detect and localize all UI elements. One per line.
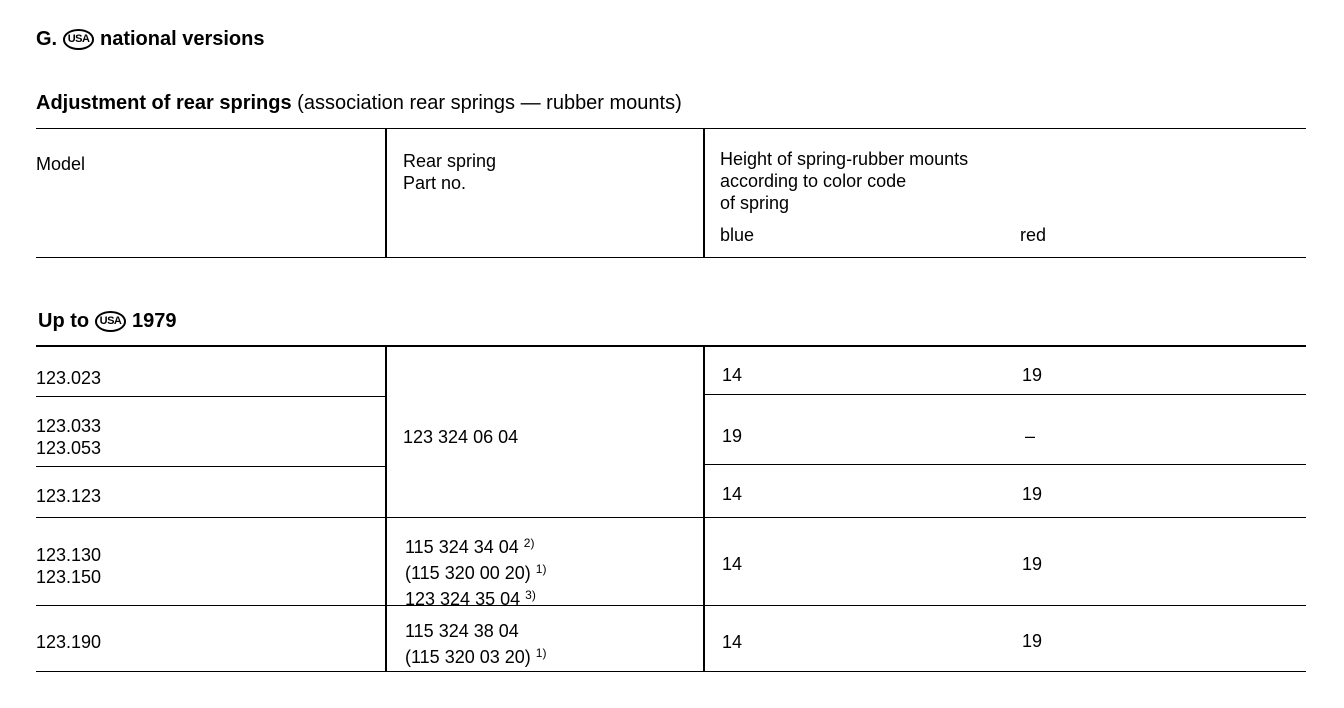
usa-badge-icon: USA [95,311,127,332]
row-rule [36,605,1306,606]
footnote-ref: 1) [535,646,547,660]
body-top-rule [36,345,1306,347]
model-cell: 123.123 [36,486,102,506]
part-line [405,532,546,558]
red-cell: 19 [1022,484,1043,504]
table-heading [36,92,682,115]
model-cell: 123.023 [36,368,102,388]
col-header-height [720,148,968,214]
col-header-part [403,150,496,194]
col-header-height-line1: Height of spring-rubber mounts [720,149,969,169]
col-header-red: red [1020,225,1047,245]
header-bottom-rule [36,257,1306,258]
model-line: 123.150 [36,567,102,587]
blue-cell: 14 [722,632,743,652]
part-number: 115 324 34 04 [405,537,519,557]
section-title [36,28,264,51]
model-line: 123.130 [36,545,102,565]
col-header-height-line3: of spring [720,193,790,213]
model-cell [36,415,101,459]
row-rule [704,394,1306,395]
model-line: 123.033 [36,416,102,436]
section-title-text: national versions [99,28,265,50]
heading-normal: (association rear springs — rubber mounts) [297,92,682,114]
red-cell: 19 [1022,631,1043,651]
footnote-ref: 3) [525,588,536,602]
subsection-prefix: Up to [38,310,90,332]
shared-part-cell: 123 324 06 04 [403,427,519,447]
red-cell: 19 [1022,554,1043,574]
row-rule [36,396,386,397]
part-line [405,558,546,584]
col-header-height-line2: according to color code [720,171,907,191]
red-cell: – [1025,426,1036,446]
footnote-ref: 2) [523,536,535,550]
blue-cell: 19 [722,426,743,446]
blue-cell: 14 [722,484,743,504]
subsection-title [38,310,176,333]
part-number: (115 320 03 20) [405,647,531,667]
model-cell: 123.190 [36,632,102,652]
header-divider-1 [385,129,387,257]
col-header-model: Model [36,154,86,174]
blue-cell: 14 [722,365,743,385]
subsection-year: 1979 [131,310,177,332]
part-line [405,620,546,642]
part-cell [405,620,546,668]
model-cell [36,544,101,588]
part-number: (115 320 00 20) [405,563,531,583]
row-rule [36,517,1306,518]
part-number: 123 324 35 04 [405,589,521,609]
usa-badge-icon: USA [63,29,95,50]
part-line [405,584,546,610]
col-header-part-line2: Part no. [403,173,467,193]
part-number: 115 324 38 04 [405,621,519,641]
row-rule [704,464,1306,465]
body-bottom-rule [36,671,1306,672]
footnote-ref: 1) [535,562,547,576]
header-top-rule [36,128,1306,129]
col-header-part-line1: Rear spring [403,151,497,171]
heading-bold: Adjustment of rear springs [36,92,292,114]
blue-cell: 14 [722,554,743,574]
row-rule [36,466,386,467]
model-line: 123.053 [36,438,102,458]
section-prefix: G. [36,28,58,50]
col-header-blue: blue [720,225,755,245]
header-divider-2 [703,129,705,257]
body-divider-1 [385,347,387,671]
red-cell: 19 [1022,365,1043,385]
body-divider-2 [703,347,705,671]
part-cell [405,532,546,610]
part-line [405,642,546,668]
